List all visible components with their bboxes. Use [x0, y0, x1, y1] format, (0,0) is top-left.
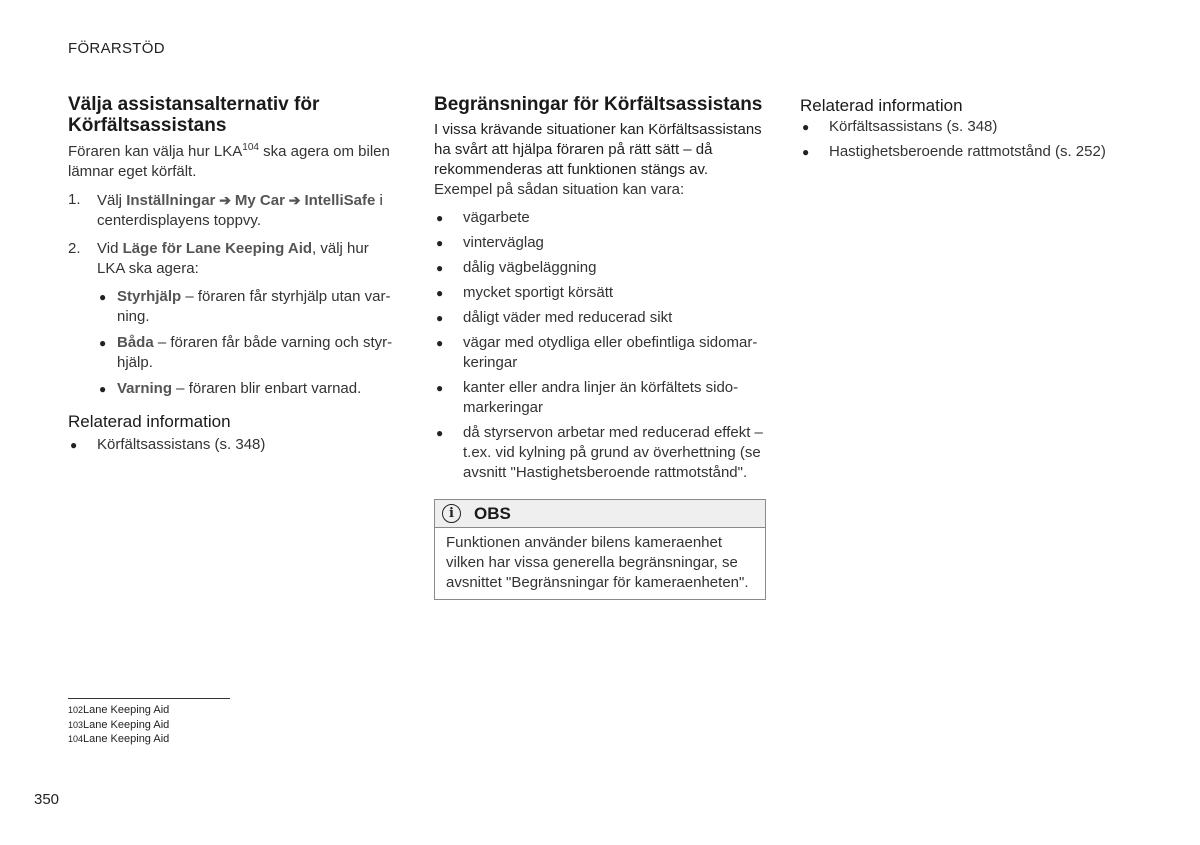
- note-box: [434, 499, 766, 600]
- info-icon: i: [442, 504, 461, 523]
- list-item: ● mycket sportigt körsätt: [436, 284, 614, 301]
- list-item: ● vägar med otydliga eller obefintliga sidomar-keringar: [436, 334, 758, 371]
- option-list: [97, 287, 398, 399]
- footnotes: [68, 703, 169, 747]
- footnote: $^{103}$Lane Keeping Aid: [68, 718, 170, 731]
- related-link[interactable]: ● Körfältsassistans (s. 348): [802, 118, 998, 135]
- step-list: [68, 190, 398, 399]
- related-link[interactable]: ● Hastighetsberoende rattmotstånd (s. 252): [802, 143, 1106, 160]
- related-list: [68, 435, 398, 455]
- arrow-right-icon: ➔: [215, 192, 235, 208]
- section-title: Välja assistansalternativ för Körfältsassistans: [68, 94, 320, 136]
- arrow-right-icon: ➔: [284, 192, 305, 208]
- option-item: ● Båda – föraren får både varning och styr-hjälp.: [99, 334, 393, 371]
- right-column: [800, 94, 1130, 167]
- footnote: $^{102}$Lane Keeping Aid: [68, 704, 170, 716]
- footnote: $^{104}$Lane Keeping Aid: [68, 733, 170, 745]
- left-column: [68, 94, 398, 460]
- related-link[interactable]: ● Körfältsassistans (s. 348): [70, 436, 266, 453]
- menu-term: IntelliSafe: [304, 192, 376, 209]
- menu-term: My Car: [234, 192, 285, 209]
- menu-term: Inställningar: [126, 192, 216, 209]
- note-header: [435, 500, 765, 528]
- intro-paragraph: Föraren kan välja hur LKA$^{104}$ ska agera om bilen lämnar eget körfält.: [68, 142, 390, 180]
- list-item: ● dålig vägbeläggning: [436, 259, 597, 276]
- footnote-ref: 104: [242, 142, 259, 153]
- example-lead: Exempel på sådan situation kan vara:: [434, 181, 685, 198]
- related-info-title: Relaterad information: [800, 96, 963, 115]
- list-item: ● kanter eller andra linjer än körfältets sido-markeringar: [436, 379, 739, 416]
- section-header: FÖRARSTÖD: [68, 40, 165, 57]
- intro-paragraph: I vissa krävande situationer kan Körfältsassistans ha svårt att hjälpa föraren på rätt sätt – då rekommenderas att funktionen stängs av.: [434, 121, 762, 178]
- section-title: Begränsningar för Körfältsassistans: [434, 94, 763, 115]
- menu-term: Läge för Lane Keeping Aid: [122, 240, 313, 257]
- situation-list: [434, 208, 766, 483]
- list-item: ● vägarbete: [436, 209, 530, 226]
- list-item: ● då styrservon arbetar med reducerad effekt – t.ex. vid kylning på grund av överhettning (se avsnitt "Hastighetsberoende rattmotstånd".: [436, 424, 763, 481]
- related-info-title: Relaterad information: [68, 412, 231, 431]
- list-item: ● dåligt väder med reducerad sikt: [436, 309, 673, 326]
- step-item: 1. Välj Inställningar ➔ My Car ➔ IntelliSafe i centerdisplayens toppvy.: [68, 191, 383, 229]
- middle-column: [434, 94, 766, 600]
- list-item: ● vinterväglag: [436, 234, 544, 251]
- note-body: Funktionen använder bilens kameraenhet vilken har vissa generella begränsningar, se avsnittet "Begränsningar för kameraenheten".: [446, 534, 749, 591]
- step-item: 2. Vid Läge för Lane Keeping Aid, välj hur LKA ska agera: ● Styrhjälp – föraren får styrhjälp utan var-ning. ● Båda – föraren får både varning och styr-hjälp. ● Varning – föraren blir enbart varnad.: [68, 239, 398, 399]
- option-item: ● Styrhjälp – föraren får styrhjälp utan var-ning.: [99, 288, 391, 325]
- footnote-divider: [68, 698, 230, 699]
- option-item: ● Varning – föraren blir enbart varnad.: [99, 380, 362, 397]
- related-list: [800, 117, 1130, 162]
- page-number: 350: [34, 791, 60, 808]
- note-title: OBS: [474, 504, 511, 523]
